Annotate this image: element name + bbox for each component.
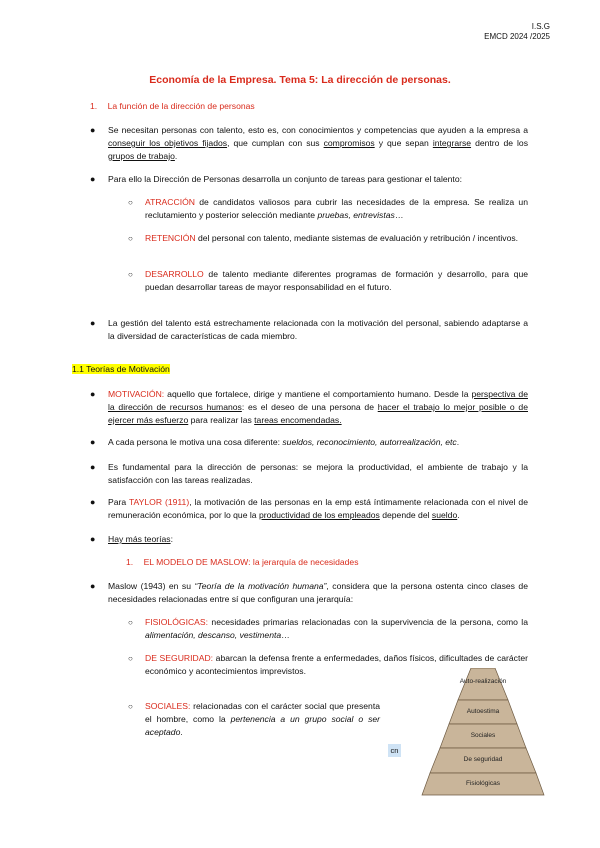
task-retencion: RETENCIÓN del personal con talento, mediante sistemas de evaluación y retribución / incentivos. <box>145 233 519 243</box>
paragraph-maslow: Maslow (1943) en su “Teoría de la motivación humana”, considera que la persona ostenta cinco clases de necesidades relacionadas entre sí que configuran una jerarquía: <box>108 581 528 604</box>
paragraph-more-theories: Hay más teorías: <box>108 534 173 544</box>
page-title: Economía de la Empresa. Tema 5: La dirección de personas. <box>149 74 451 86</box>
section-1-1-heading: 1.1 Teorías de Motivación <box>72 364 170 374</box>
need-sociales: SOCIALES: relacionadas con el carácter social que presenta el hombre, como la pertenencia a un grupo social o ser aceptado. <box>145 701 381 737</box>
pyramid-label-seguridad: De seguridad <box>463 756 503 763</box>
section-1-heading <box>90 101 255 111</box>
course-year: EMCD 2024 /2025 <box>484 32 550 41</box>
corner-mark: cn <box>388 744 401 757</box>
bullet-dot: ● <box>90 534 96 544</box>
paragraph-different-motivation: A cada persona le motiva una cosa diferente: sueldos, reconocimiento, autorrealización, etc. <box>108 437 460 447</box>
circle-bullet: ○ <box>128 198 133 207</box>
paragraph-talent: Se necesitan personas con talento, esto es, con conocimientos y competencias que ayuden a la empresa a conseguir los objetivos fijados, que cumplan con sus compromisos y que sepan integrarse dentro de los grupos de trabajo. <box>108 125 529 161</box>
section-1-number: 1. <box>90 101 98 111</box>
pyramid-label-sociales: Sociales <box>470 732 496 739</box>
pyramid-label-fisiologicas: Fisiológicas <box>466 780 500 787</box>
paragraph-talent-motivation: La gestión del talento está estrechamente relacionada con la motivación del personal, sabiendo adaptarse a la diversidad de características de cada miembro. <box>108 318 528 341</box>
bullet-dot: ● <box>90 497 96 507</box>
paragraph-motivacion: MOTIVACIÓN: aquello que fortalece, dirige y mantiene el comportamiento humano. Desde la perspectiva de la dirección de recursos humanos: es el deseo de una persona de hacer el trabajo lo mejor posible o de ejercer más esfuerzo para realizar las tareas encomendadas. <box>108 389 528 425</box>
bullet-dot: ● <box>90 318 96 328</box>
circle-bullet: ○ <box>128 618 133 627</box>
circle-bullet: ○ <box>128 702 133 711</box>
bullet-dot: ● <box>90 437 96 447</box>
pyramid-label-autorrealizacion: Auto-realización <box>459 678 507 685</box>
task-atraccion: ATRACCIÓN de candidatos valiosos para cubrir las necesidades de la empresa. Se realiza un reclutamiento y posterior selección mediante pruebas, entrevistas… <box>145 197 528 220</box>
section-1-title: La función de la dirección de personas <box>107 101 255 111</box>
need-fisiologicas: FISIOLÓGICAS: necesidades primarias relacionadas con la supervivencia de la persona, como la alimentación, descanso, vestimenta… <box>145 617 528 640</box>
task-desarrollo: DESARROLLO de talento mediante diferentes programas de formación y desarrollo, para que puedan desarrollar tareas de mayor responsabilidad en el futuro. <box>145 269 528 292</box>
bullet-dot: ● <box>90 581 96 591</box>
maslow-pyramid <box>412 668 554 796</box>
circle-bullet: ○ <box>128 234 133 243</box>
bullet-dot: ● <box>90 174 96 184</box>
maslow-heading: 1. EL MODELO DE MASLOW: la jerarquía de necesidades <box>126 557 359 567</box>
paragraph-importance: Es fundamental para la dirección de personas: se mejora la productividad, el ambiente de trabajo y la satisfacción con las tareas realizadas. <box>108 462 528 485</box>
bullet-dot: ● <box>90 125 96 135</box>
circle-bullet: ○ <box>128 270 133 279</box>
bullet-dot: ● <box>90 462 96 472</box>
paragraph-tasks-intro: Para ello la Dirección de Personas desarrolla un conjunto de tareas para gestionar el talento: <box>108 174 462 184</box>
doc-code: I.S.G <box>531 22 550 31</box>
circle-bullet: ○ <box>128 654 133 663</box>
need-seguridad: DE SEGURIDAD: abarcan la defensa frente a enfermedades, daños físicos, dificultades de carácter económico y acontecimientos imprevistos. <box>145 653 528 676</box>
bullet-dot: ● <box>90 389 96 399</box>
pyramid-label-autoestima: Autoestima <box>466 708 500 715</box>
paragraph-taylor: Para TAYLOR (1911), la motivación de las personas en la emp está íntimamente relacionada con el nivel de remuneración económica, por lo que la productividad de los empleados depende del sueldo. <box>108 497 528 520</box>
